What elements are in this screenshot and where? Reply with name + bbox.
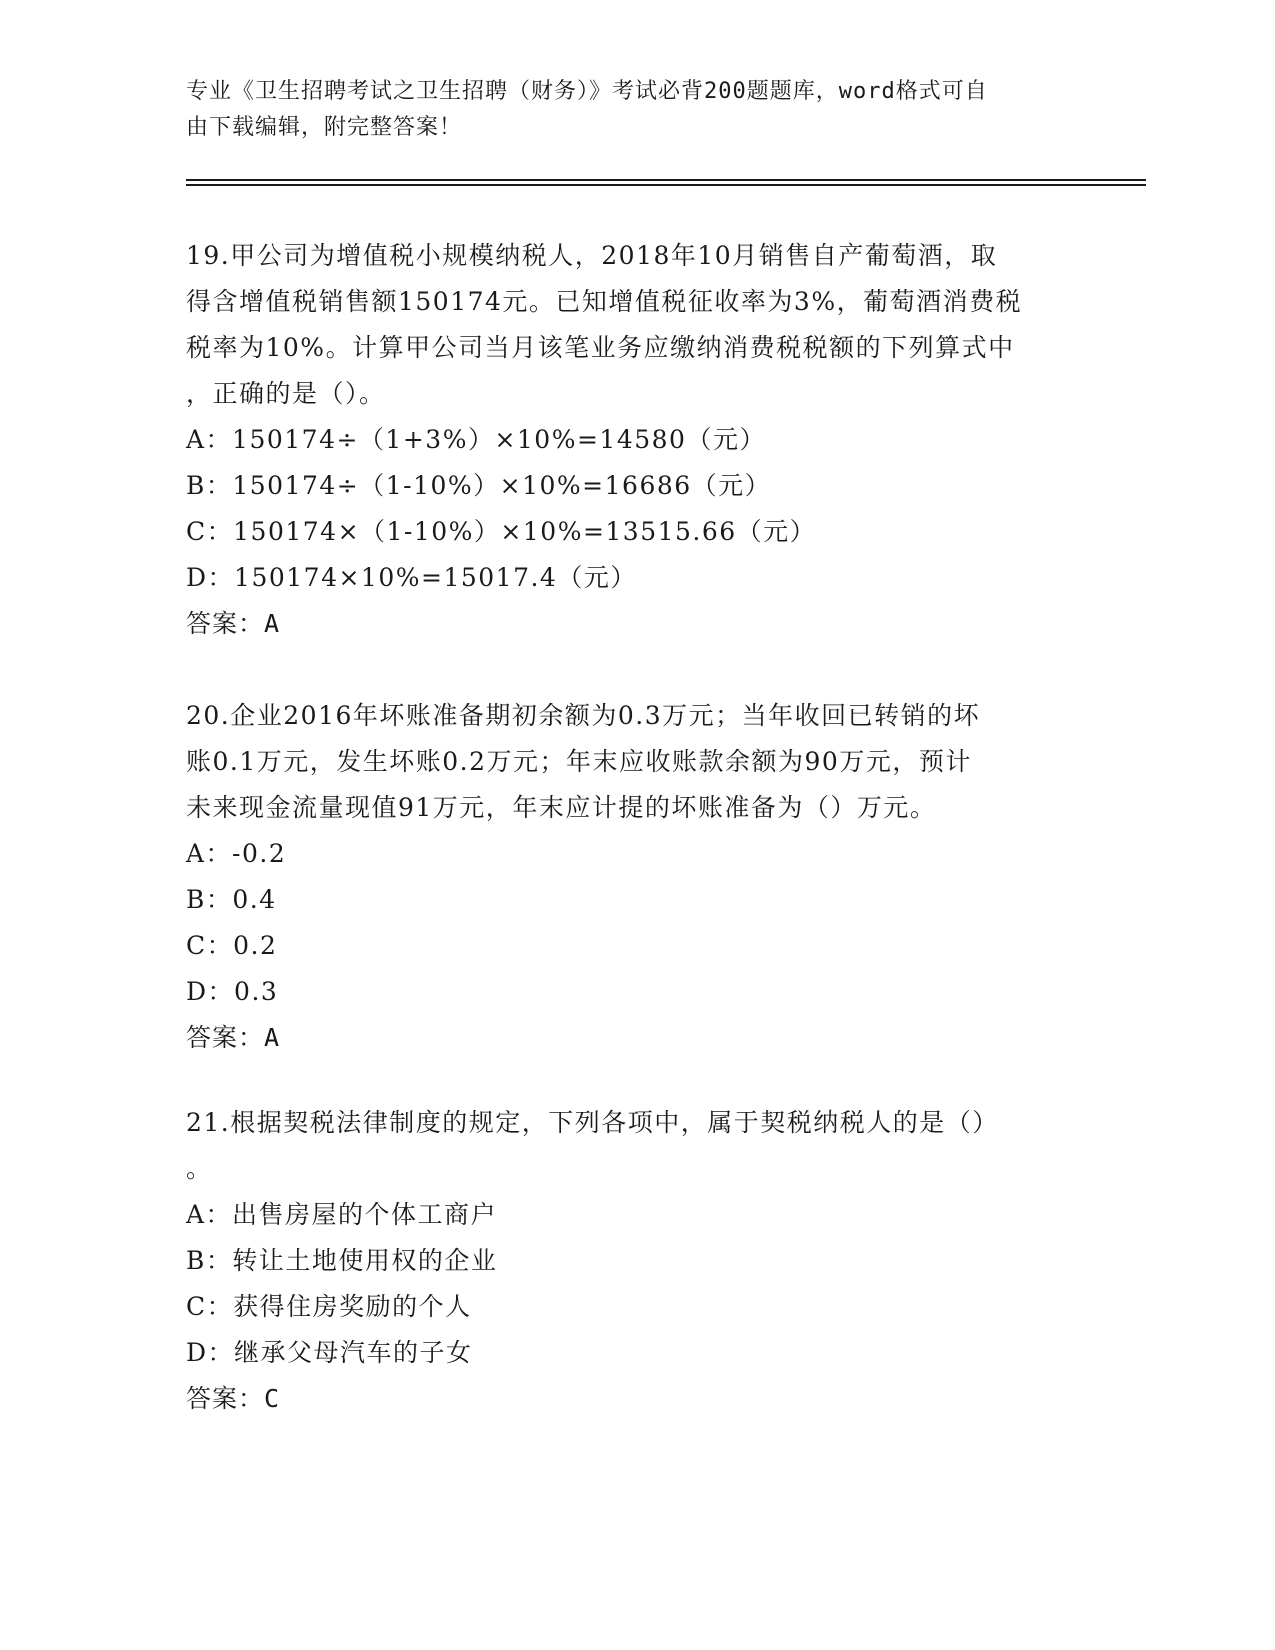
document-header bbox=[186, 74, 1086, 146]
question-stem-line: 得含增值税销售额150174元。已知增值税征收率为3%，葡萄酒消费税 bbox=[186, 287, 1023, 316]
header-rule-bottom bbox=[186, 184, 1146, 186]
option-c: C：0.2 bbox=[186, 931, 278, 960]
question-stem-line: 19.甲公司为增值税小规模纳税人，2018年10月销售自产葡萄酒，取 bbox=[186, 241, 998, 270]
option-a: A：出售房屋的个体工商户 bbox=[186, 1200, 498, 1229]
answer: 答案：A bbox=[186, 1023, 281, 1052]
question-20 bbox=[186, 693, 1086, 1061]
question-21 bbox=[186, 1100, 1086, 1422]
option-a: A：-0.2 bbox=[186, 839, 287, 868]
option-d: D：继承父母汽车的子女 bbox=[186, 1338, 473, 1367]
header-line-1: 专业《卫生招聘考试之卫生招聘（财务）》考试必背200题题库，word格式可自 bbox=[186, 79, 988, 104]
header-rule-top bbox=[186, 179, 1146, 181]
question-19 bbox=[186, 233, 1086, 647]
option-c: C：150174×（1-10%）×10%=13515.66（元） bbox=[186, 517, 817, 546]
option-b: B：0.4 bbox=[186, 885, 277, 914]
answer: 答案：C bbox=[186, 1384, 281, 1413]
question-stem-line: 。 bbox=[186, 1154, 213, 1183]
header-line-2: 由下载编辑，附完整答案！ bbox=[186, 115, 463, 140]
question-stem-line: 账0.1万元，发生坏账0.2万元；年末应收账款余额为90万元，预计 bbox=[186, 747, 972, 776]
option-d: D：0.3 bbox=[186, 977, 279, 1006]
answer: 答案：A bbox=[186, 609, 281, 638]
option-b: B：150174÷（1-10%）×10%=16686（元） bbox=[186, 471, 772, 500]
question-stem-line: 21.根据契税法律制度的规定，下列各项中，属于契税纳税人的是（） bbox=[186, 1108, 999, 1137]
question-stem-line: 20.企业2016年坏账准备期初余额为0.3万元；当年收回已转销的坏 bbox=[186, 701, 981, 730]
option-a: A：150174÷（1+3%）×10%=14580（元） bbox=[186, 425, 766, 454]
option-b: B：转让土地使用权的企业 bbox=[186, 1246, 498, 1275]
question-stem-line: 税率为10%。计算甲公司当月该笔业务应缴纳消费税税额的下列算式中 bbox=[186, 333, 1015, 362]
option-c: C：获得住房奖励的个人 bbox=[186, 1292, 472, 1321]
question-stem-line: ，正确的是（）。 bbox=[186, 379, 386, 408]
option-d: D：150174×10%=15017.4（元） bbox=[186, 563, 637, 592]
question-stem-line: 未来现金流量现值91万元，年末应计提的坏账准备为（）万元。 bbox=[186, 793, 937, 822]
